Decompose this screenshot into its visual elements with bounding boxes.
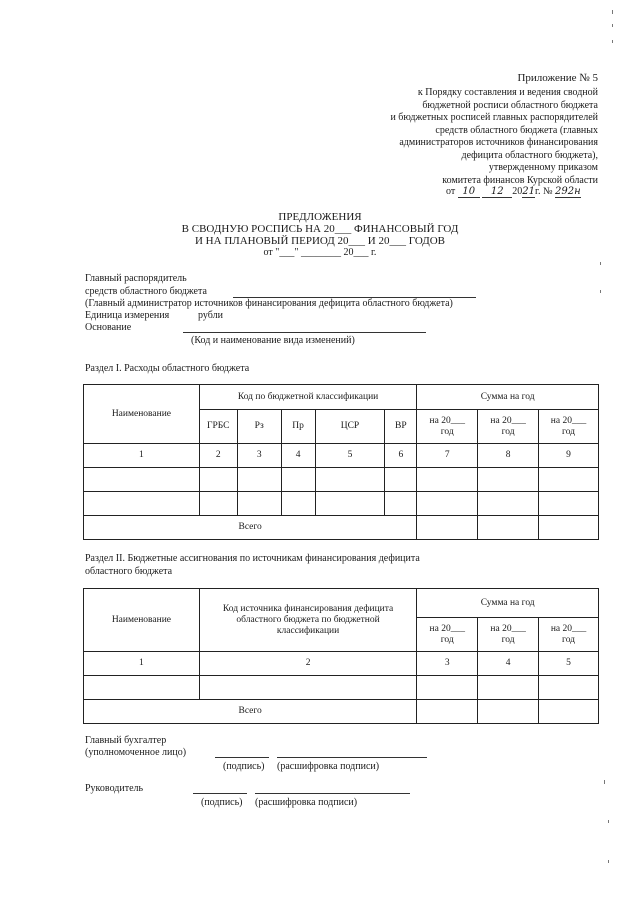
s2-colnum: 2 [199,652,417,676]
s1-header-year [478,410,539,444]
s1-colnum: 8 [478,444,539,468]
accountant-sign-line [215,757,269,758]
scan-mark [600,262,601,265]
appendix-line: бюджетной росписи областного бюджета [422,99,598,111]
section2-table [83,588,599,724]
section2-title-1: Раздел II. Бюджетные ассигнования по источникам финансирования дефицита [85,553,420,564]
s2-header-year [539,618,599,652]
head-name-line [255,793,410,794]
s2-colnum: 5 [539,652,599,676]
s1-year-label: на 20___ [429,415,465,426]
section2-title-2: областного бюджета [85,566,173,577]
s2-year-suffix: год [501,634,515,645]
appendix-date [446,186,581,198]
heading-line4: от "___" ________ 20___ г. [263,247,377,258]
s1-header-code: ЦСР [315,410,385,444]
appendix-line: средств областного бюджета (главных [435,124,598,136]
head-sign-line [193,793,247,794]
s2-year-label: на 20___ [490,623,526,634]
heading-line1: ПРЕДЛОЖЕНИЯ [278,211,362,223]
s1-year-suffix: год [501,426,515,437]
scan-mark [612,24,613,27]
scan-mark [608,820,609,823]
s2-colnum: 3 [417,652,478,676]
s2-header-code [199,589,417,652]
main-manager-label-2: средств областного бюджета [85,286,207,297]
scan-mark [608,860,609,863]
s1-colnum: 5 [315,444,385,468]
s1-empty-row [84,492,599,516]
accountant-hint: (подпись) (расшифровка подписи) [223,761,380,772]
s2-year-suffix: год [562,634,576,645]
unit-value: рубли [198,310,223,321]
s2-code-line: классификации [276,625,340,636]
order-number: 292н [555,186,581,197]
s1-header-code-group: Код по бюджетной классификации [199,385,416,410]
s1-header-code: ВР [385,410,417,444]
s2-empty-row [84,676,599,700]
s1-year-suffix: год [562,426,576,437]
basis-hint: (Код и наименование вида изменений) [191,335,355,346]
basis-line [183,332,426,333]
admin-label: (Главный администратор источников финансирования дефицита областного бюджета) [85,298,453,309]
head-hint: (подпись) (расшифровка подписи) [201,797,358,808]
s1-header-year [417,410,478,444]
scan-mark [604,780,605,784]
basis-label: Основание [85,322,132,333]
s1-header-code: ГРБС [199,410,237,444]
heading-line3: И НА ПЛАНОВЫЙ ПЕРИОД 20___ И 20___ ГОДОВ [194,235,446,247]
s1-header-sum-group: Сумма на год [417,385,599,410]
date-month: 12 [482,186,512,198]
unit-label: Единица измерения [85,310,170,321]
s1-empty-row [84,468,599,492]
date-prefix: от [446,186,456,197]
s1-header-name: Наименование [84,385,200,444]
s1-header-year [539,410,599,444]
accountant-name-line [277,757,427,758]
s2-year-suffix: год [440,634,454,645]
main-manager-label-1: Главный распорядитель [85,273,187,284]
s2-header-year [478,618,539,652]
document-heading [0,211,640,259]
s2-year-label: на 20___ [550,623,587,634]
accountant-label-1: Главный бухгалтер [85,735,167,746]
date-year-prefix: 20 [512,186,523,197]
appendix-line: комитета финансов Курской области [442,174,598,186]
accountant-label-2: (уполномоченное лицо) [85,747,187,758]
head-label: Руководитель [85,783,144,794]
date-year: 21 [522,186,535,197]
s1-colnum: 6 [385,444,417,468]
section1-title: Раздел I. Расходы областного бюджета [85,363,250,374]
s2-year-label: на 20___ [429,623,465,634]
scan-mark [612,10,613,14]
heading-line2: В СВОДНУЮ РОСПИСЬ НА 20___ ФИНАНСОВЫЙ ГОД [181,223,459,235]
section1-table [83,384,599,540]
s2-colnum: 4 [478,652,539,676]
s1-year-label: на 20___ [490,415,526,426]
s2-header-name: Наименование [84,589,200,652]
s2-code-line: Код источника финансирования дефицита [222,603,394,614]
s1-colnum: 9 [539,444,599,468]
appendix-line: дефицита областного бюджета), [461,149,598,161]
s2-header-sum-group: Сумма на год [417,589,599,618]
s1-year-label: на 20___ [550,415,587,426]
s1-colnum: 3 [237,444,281,468]
appendix-title: Приложение № 5 [517,72,598,84]
s1-header-code: Пр [281,410,315,444]
appendix-line: утвержденному приказом [488,162,598,173]
s1-colnum: 4 [281,444,315,468]
date-day: 10 [458,186,480,198]
s2-code-line: областного бюджета по бюджетной [236,614,380,625]
scan-mark [600,290,601,293]
s1-year-suffix: год [440,426,454,437]
appendix-line: администраторов источников финансирования [399,137,598,148]
s2-total-label: Всего [84,700,417,724]
s1-header-code: Рз [237,410,281,444]
scan-mark [612,40,613,43]
s2-header-year [417,618,478,652]
date-year-suffix: г. № [534,186,553,197]
s1-total-label: Всего [84,516,417,540]
appendix-line: и бюджетных росписей главных распорядителей [390,112,598,123]
appendix-line: к Порядку составления и ведения сводной [417,87,598,98]
s1-colnum: 2 [199,444,237,468]
s2-colnum: 1 [84,652,200,676]
s1-colnum: 1 [84,444,200,468]
s1-colnum: 7 [417,444,478,468]
